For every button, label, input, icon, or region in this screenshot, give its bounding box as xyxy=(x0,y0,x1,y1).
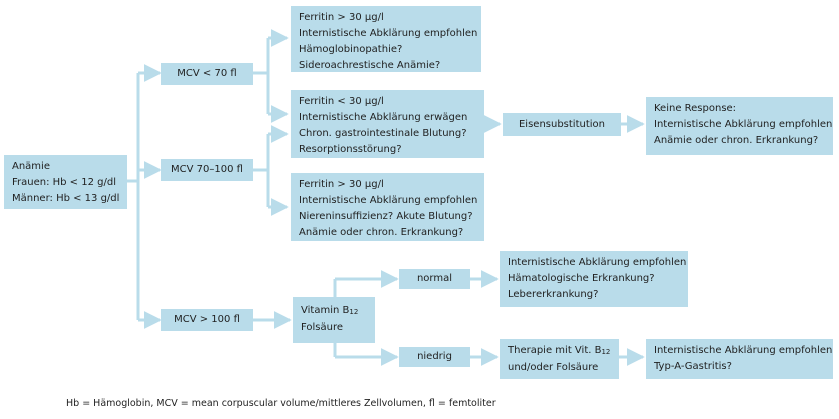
therapy-line-1 xyxy=(508,343,611,360)
start-line: Frauen: Hb < 12 g/dl xyxy=(12,177,116,188)
therapy-line-2: und/oder Folsäure xyxy=(508,362,599,373)
ferritin-line: Internistische Abklärung empfohlen xyxy=(299,195,478,206)
therapy-subscript: 12 xyxy=(601,348,611,356)
ferritin-line: Sideroachrestische Anämie? xyxy=(299,60,441,71)
vitamin-line-2: Folsäure xyxy=(301,322,344,333)
anemia-start-box xyxy=(4,155,127,209)
normal-result-line: Internistische Abklärung empfohlen xyxy=(508,257,687,268)
gastritis-line: Typ-A-Gastritis? xyxy=(654,361,732,372)
mcv-high-box xyxy=(161,309,253,331)
ferritin-line: Anämie oder chron. Erkrankung? xyxy=(299,227,464,238)
normal-result-line: Hämatologische Erkrankung? xyxy=(508,273,655,284)
vitamin-line-1 xyxy=(301,303,367,320)
low-box xyxy=(399,347,470,367)
vitamin-name: Vitamin B xyxy=(301,305,350,316)
normal-result-box xyxy=(500,251,688,307)
ferritin-low-box xyxy=(291,90,484,158)
iron-substitution-box xyxy=(503,113,621,136)
ferritin-line: Chron. gastrointestinale Blutung? xyxy=(299,128,467,139)
normal-label: normal xyxy=(416,273,453,284)
vitamin-box xyxy=(293,297,375,343)
no-response-box xyxy=(646,97,833,155)
ferritin-line: Internistische Abklärung erwägen xyxy=(299,112,468,123)
iron-substitution-label: Eisensubstitution xyxy=(518,118,605,130)
gastritis-box xyxy=(646,339,833,379)
ferritin-line: Ferritin < 30 µg/l xyxy=(299,96,384,107)
mcv-mid-label: MCV 70–100 fl xyxy=(171,164,243,175)
mcv-high-label: MCV > 100 fl xyxy=(174,314,240,325)
ferritin-line: Resorptionsstörung? xyxy=(299,144,402,155)
gastritis-line: Internistische Abklärung empfohlen xyxy=(654,345,833,356)
ferritin-line: Ferritin > 30 µg/l xyxy=(299,12,384,23)
therapy-box xyxy=(500,339,619,379)
normal-box xyxy=(399,269,470,289)
ferritin-line: Internistische Abklärung empfohlen xyxy=(299,28,478,39)
low-label: niedrig xyxy=(417,351,452,362)
no-response-line: Keine Response: xyxy=(654,103,737,114)
ferritin-high-b-box xyxy=(291,173,484,241)
ferritin-line: Niereninsuffizienz? Akute Blutung? xyxy=(299,211,473,222)
normal-result-line: Lebererkrankung? xyxy=(508,289,599,300)
ferritin-high-a-box xyxy=(291,6,481,72)
footnote: Hb = Hämoglobin, MCV = mean corpuscular volume/mittleres Zellvolumen, fl = femtoliter xyxy=(66,398,496,409)
no-response-line: Internistische Abklärung empfohlen xyxy=(654,119,833,130)
ferritin-line: Ferritin > 30 µg/l xyxy=(299,179,384,190)
start-line: Männer: Hb < 13 g/dl xyxy=(12,193,120,204)
mcv-mid-box xyxy=(161,159,253,181)
mcv-low-box xyxy=(161,63,253,85)
therapy-text: Therapie mit Vit. B xyxy=(508,345,602,356)
start-line: Anämie xyxy=(12,161,50,172)
ferritin-line: Hämoglobinopathie? xyxy=(299,44,403,55)
vitamin-subscript: 12 xyxy=(349,308,359,316)
mcv-low-label: MCV < 70 fl xyxy=(177,68,237,79)
no-response-line: Anämie oder chron. Erkrankung? xyxy=(654,135,819,146)
